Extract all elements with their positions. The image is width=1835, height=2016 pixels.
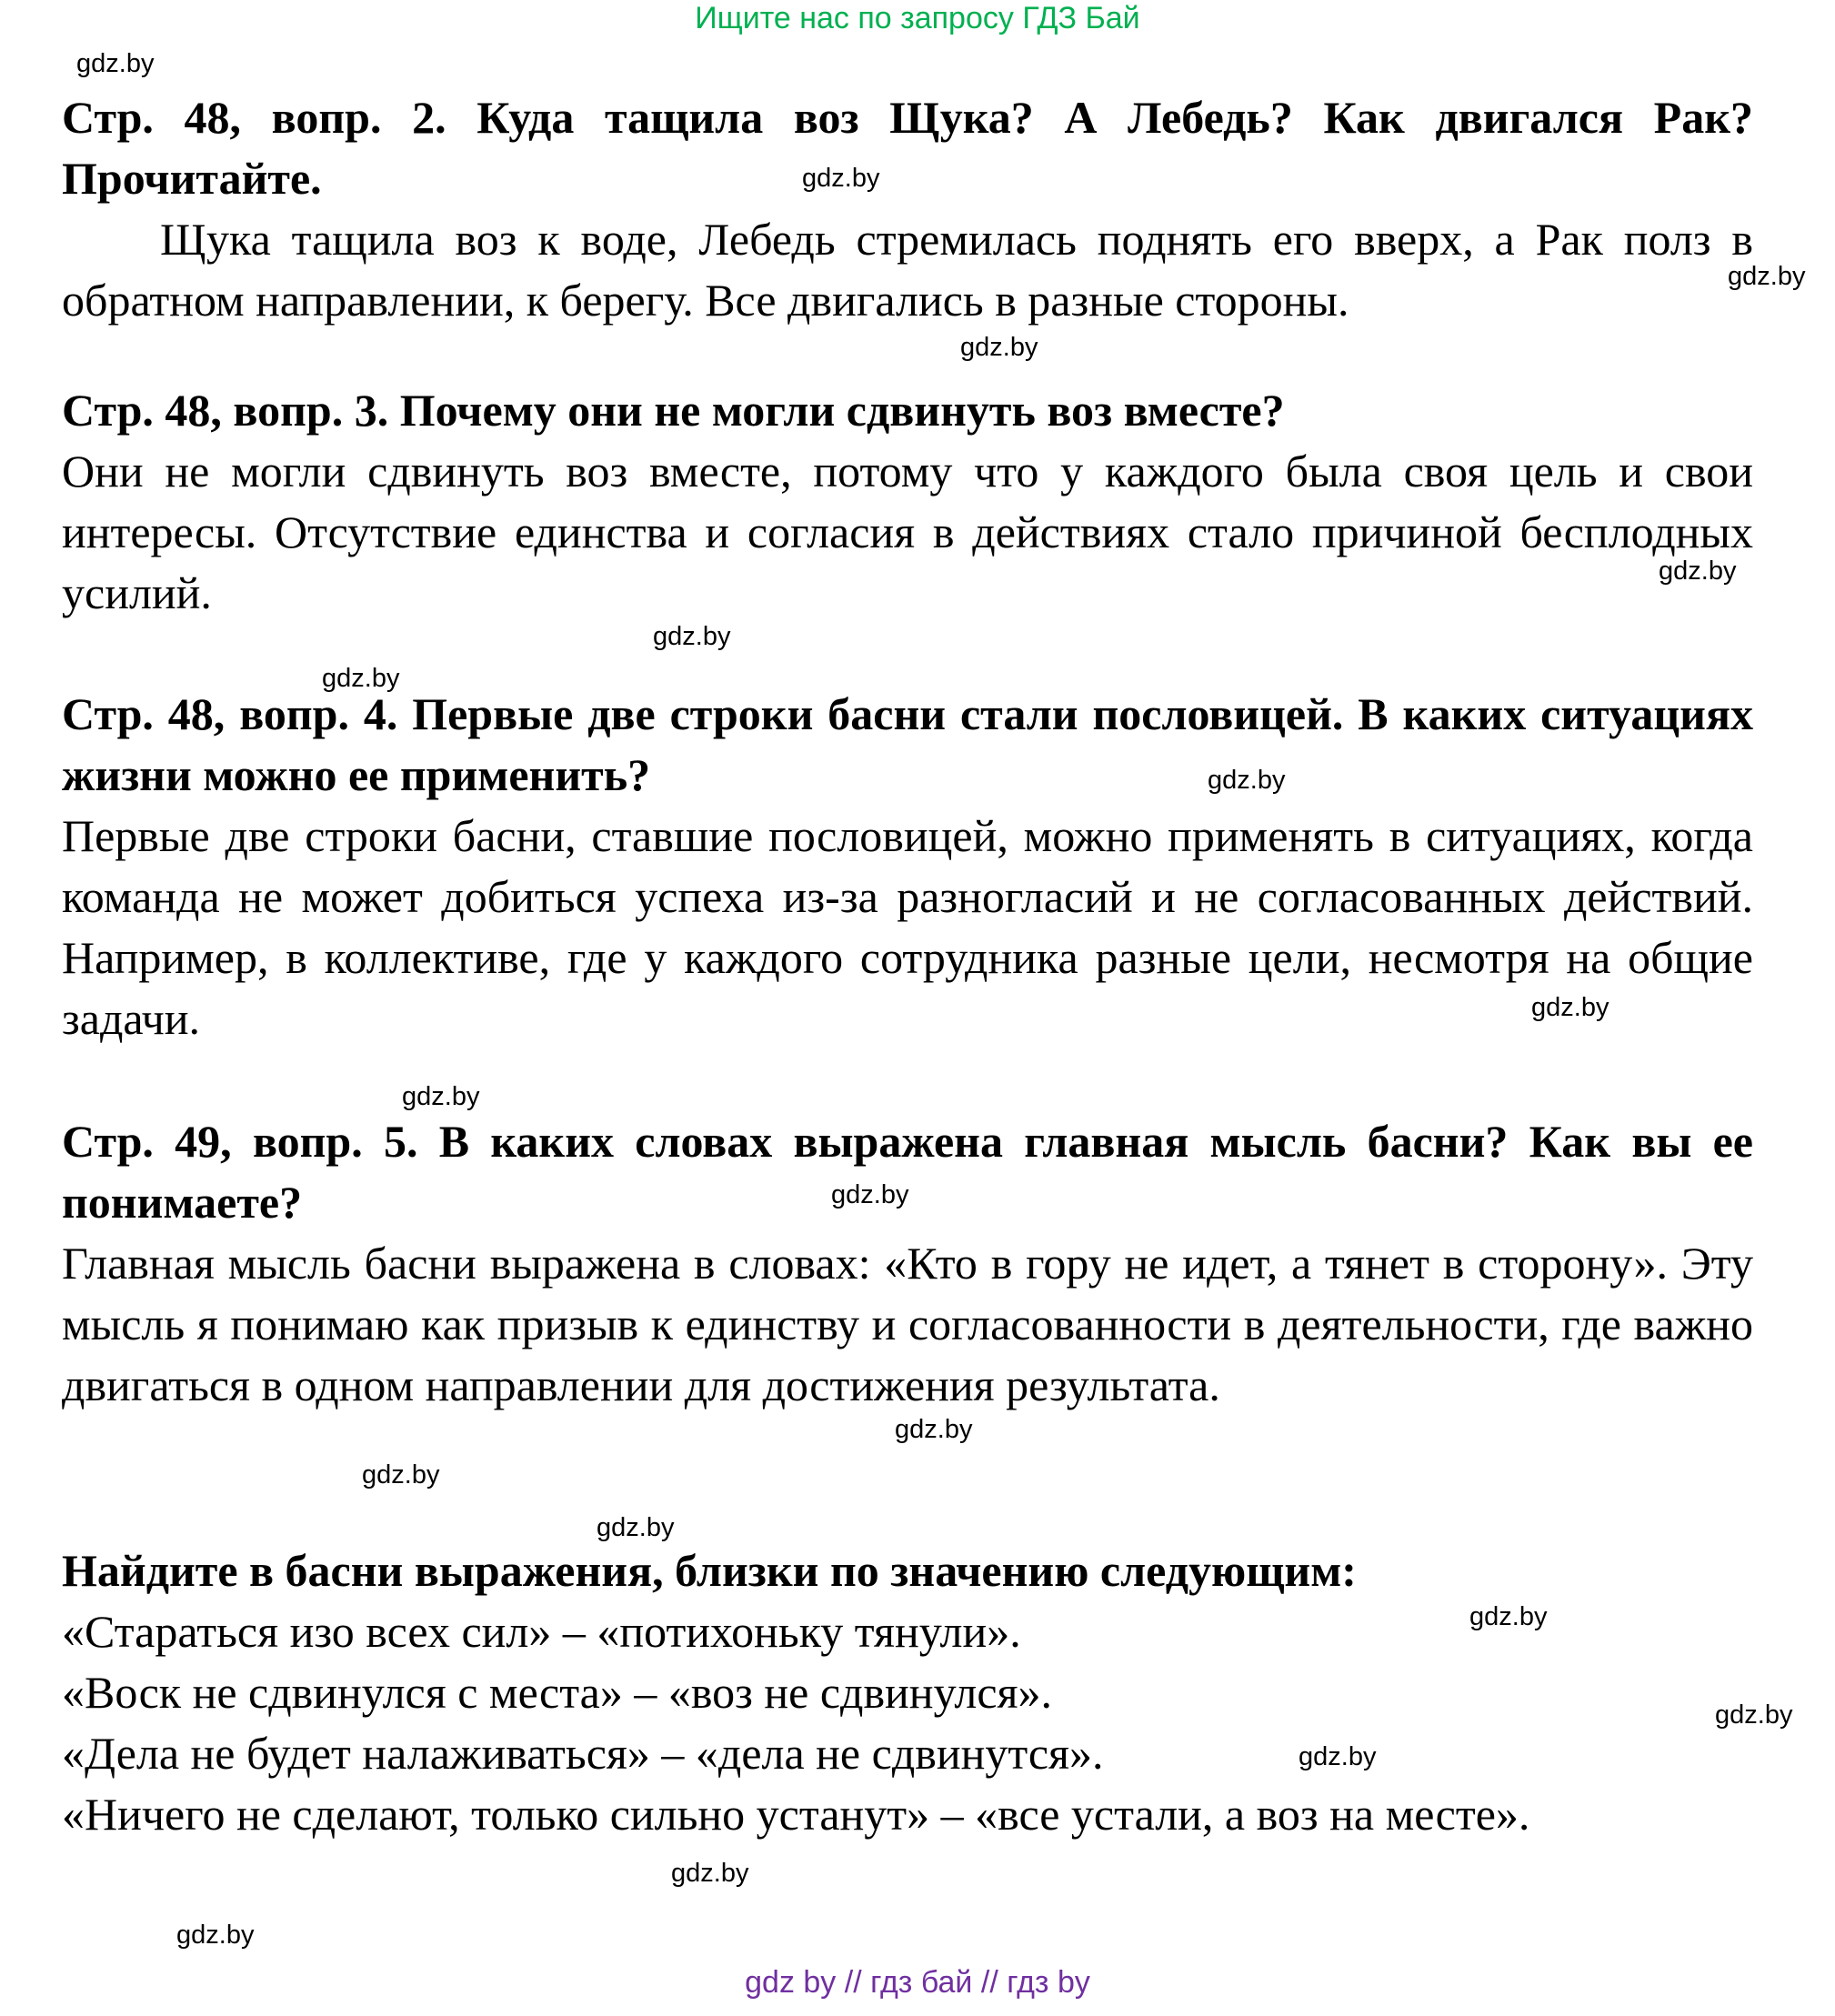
watermark: gdz.by xyxy=(1659,557,1737,586)
watermark: gdz.by xyxy=(402,1082,480,1111)
answer-text: Щука тащила воз к воде, Лебедь стремилась поднять его вверх, а Рак полз в обратном направлении, к берегу. Все двигались в разные стороны. xyxy=(62,214,1753,326)
expression-item: «Воск не сдвинулся с места» – «воз не сдвинулся». xyxy=(62,1667,1053,1718)
section-q3 xyxy=(62,380,1753,624)
section-q4 xyxy=(62,684,1753,1049)
watermark: gdz.by xyxy=(176,1921,255,1950)
watermark: gdz.by xyxy=(802,164,880,193)
question-heading: Стр. 49, вопр. 5. В каких словах выражена главная мысль басни? Как вы ее понимаете? xyxy=(62,1116,1753,1228)
question-heading: Стр. 48, вопр. 2. Куда тащила воз Щука? А Лебедь? Как двигался Рак? Прочитайте. xyxy=(62,92,1753,204)
watermark: gdz.by xyxy=(1531,993,1609,1022)
top-banner: Ищите нас по запросу ГДЗ Бай xyxy=(695,1,1140,35)
watermark: gdz.by xyxy=(960,333,1038,362)
section-q5 xyxy=(62,1111,1753,1416)
watermark: gdz.by xyxy=(1299,1742,1377,1771)
expression-item: «Ничего не сделают, только сильно устанут» – «все устали, а воз на месте». xyxy=(62,1789,1530,1840)
question-heading: Стр. 48, вопр. 3. Почему они не могли сдвинуть воз вместе? xyxy=(62,385,1285,436)
section-expressions xyxy=(62,1540,1753,1845)
footer-links: gdz by // гдз бай // гдз by xyxy=(745,1965,1090,2000)
watermark: gdz.by xyxy=(671,1859,749,1888)
expression-item: «Стараться изо всех сил» – «потихоньку тянули». xyxy=(62,1606,1021,1657)
watermark: gdz.by xyxy=(362,1460,440,1489)
watermark: gdz.by xyxy=(76,49,155,78)
expressions-heading: Найдите в басни выражения, близки по значению следующим: xyxy=(62,1545,1357,1596)
expression-item: «Дела не будет налаживаться» – «дела не сдвинутся». xyxy=(62,1728,1104,1779)
watermark: gdz.by xyxy=(653,622,731,651)
watermark: gdz.by xyxy=(597,1513,675,1542)
watermark: gdz.by xyxy=(1469,1602,1548,1631)
watermark: gdz.by xyxy=(1715,1700,1793,1730)
question-heading: Стр. 48, вопр. 4. Первые две строки басни стали пословицей. В каких ситуациях жизни можно ее применить? xyxy=(62,688,1753,800)
watermark: gdz.by xyxy=(1208,766,1286,795)
section-q2 xyxy=(62,87,1753,331)
watermark: gdz.by xyxy=(322,664,400,693)
watermark: gdz.by xyxy=(831,1180,909,1209)
answer-text: Они не могли сдвинуть воз вместе, потому что у каждого была своя цель и свои интересы. Отсутствие единства и согласия в действиях стало причиной бесплодных усилий. xyxy=(62,446,1753,618)
answer-text: Главная мысль басни выражена в словах: «Кто в гору не идет, а тянет в сторону». Эту мысль я понимаю как призыв к единству и согласованности в деятельности, где важно двигаться в одном направлении для достижения результата. xyxy=(62,1238,1753,1410)
answer-text: Первые две строки басни, ставшие пословицей, можно применять в ситуациях, когда команда не может добиться успеха из-за разногласий и не согласованных действий. Например, в коллективе, где у каждого сотрудника разные цели, несмотря на общие задачи. xyxy=(62,810,1753,1044)
watermark: gdz.by xyxy=(1728,262,1806,291)
watermark: gdz.by xyxy=(895,1415,973,1444)
